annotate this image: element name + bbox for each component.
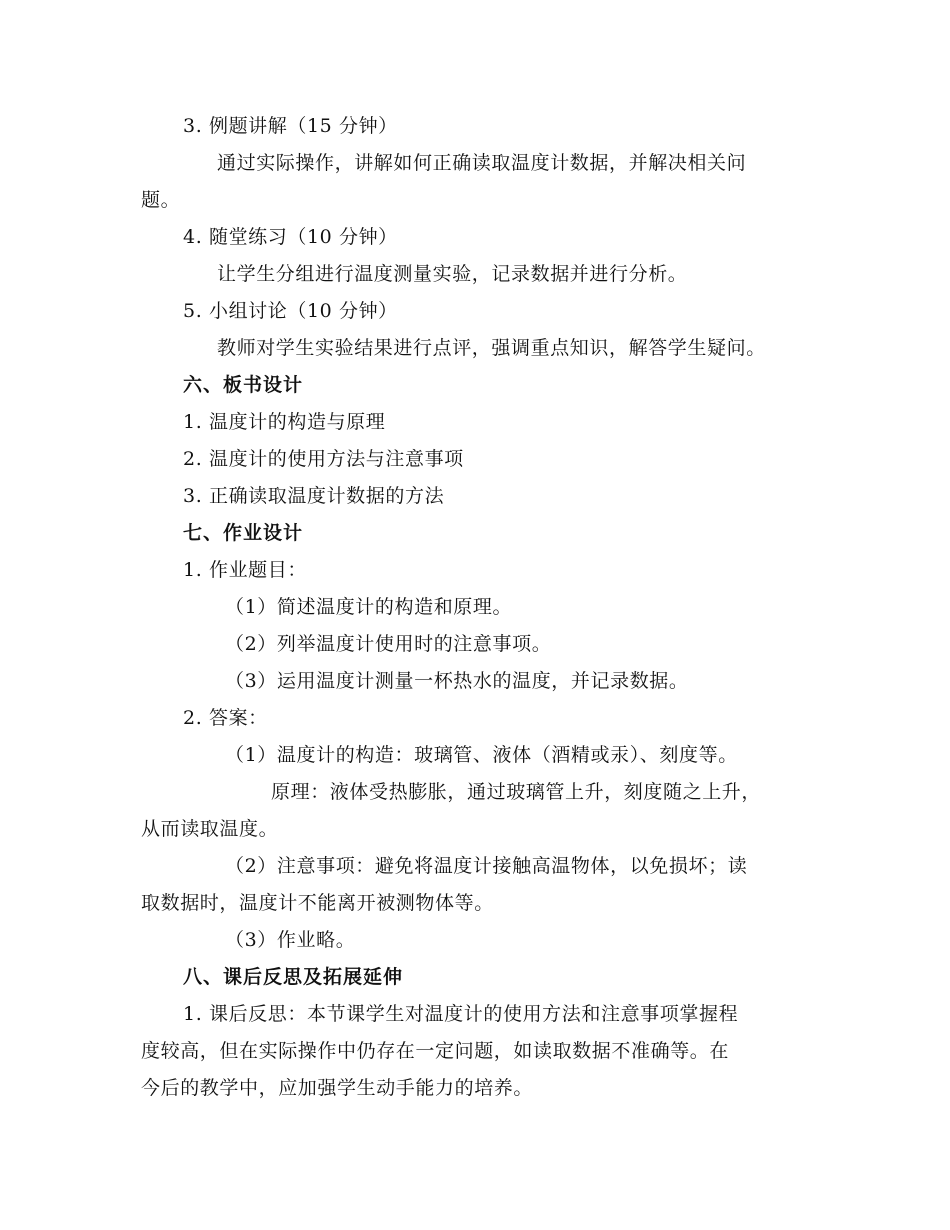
section-7-heading: 七、作业设计 [183, 522, 304, 544]
step-3-body-line-1: 通过实际操作，讲解如何正确读取温度计数据，并解决相关问 [217, 152, 747, 174]
homework-question-1: （1）简述温度计的构造和原理。 [225, 596, 513, 618]
section-8-heading: 八、课后反思及拓展延伸 [183, 966, 404, 988]
step-4-title: 4. 随堂练习（10 分钟） [183, 226, 398, 248]
step-5-body: 教师对学生实验结果进行点评，强调重点知识，解答学生疑问。 [217, 337, 766, 359]
answers-title: 2. 答案： [183, 707, 268, 729]
homework-question-3: （3）运用温度计测量一杯热水的温度，并记录数据。 [225, 670, 689, 692]
answer-3: （3）作业略。 [225, 929, 356, 951]
reflection-line-1: 1. 课后反思：本节课学生对温度计的使用方法和注意事项掌握程 [183, 1003, 739, 1025]
answer-2-line-1: （2）注意事项：避免将温度计接触高温物体，以免损坏；读 [225, 855, 748, 877]
step-3-body-line-2: 题。 [141, 189, 181, 211]
reflection-line-3: 今后的教学中，应加强学生动手能力的培养。 [141, 1077, 534, 1099]
step-5-title: 5. 小组讨论（10 分钟） [183, 300, 398, 322]
board-item-2: 2. 温度计的使用方法与注意事项 [183, 448, 464, 470]
step-4-body: 让学生分组进行温度测量实验，记录数据并进行分析。 [217, 263, 688, 285]
homework-questions-title: 1. 作业题目： [183, 559, 307, 581]
answer-2-line-2: 取数据时，温度计不能离开被测物体等。 [141, 892, 494, 914]
section-6-heading: 六、板书设计 [183, 374, 304, 396]
reflection-line-2: 度较高，但在实际操作中仍存在一定问题，如读取数据不准确等。在 [141, 1040, 730, 1062]
step-3-title: 3. 例题讲解（15 分钟） [183, 115, 398, 137]
answer-1-line-1: （1）温度计的构造：玻璃管、液体（酒精或汞）、刻度等。 [225, 744, 738, 766]
board-item-1: 1. 温度计的构造与原理 [183, 411, 386, 433]
homework-question-2: （2）列举温度计使用时的注意事项。 [225, 633, 552, 655]
board-item-3: 3. 正确读取温度计数据的方法 [183, 485, 445, 507]
answer-1-line-2: 原理：液体受热膨胀，通过玻璃管上升，刻度随之上升， [271, 781, 762, 803]
answer-1-line-3: 从而读取温度。 [141, 818, 279, 840]
